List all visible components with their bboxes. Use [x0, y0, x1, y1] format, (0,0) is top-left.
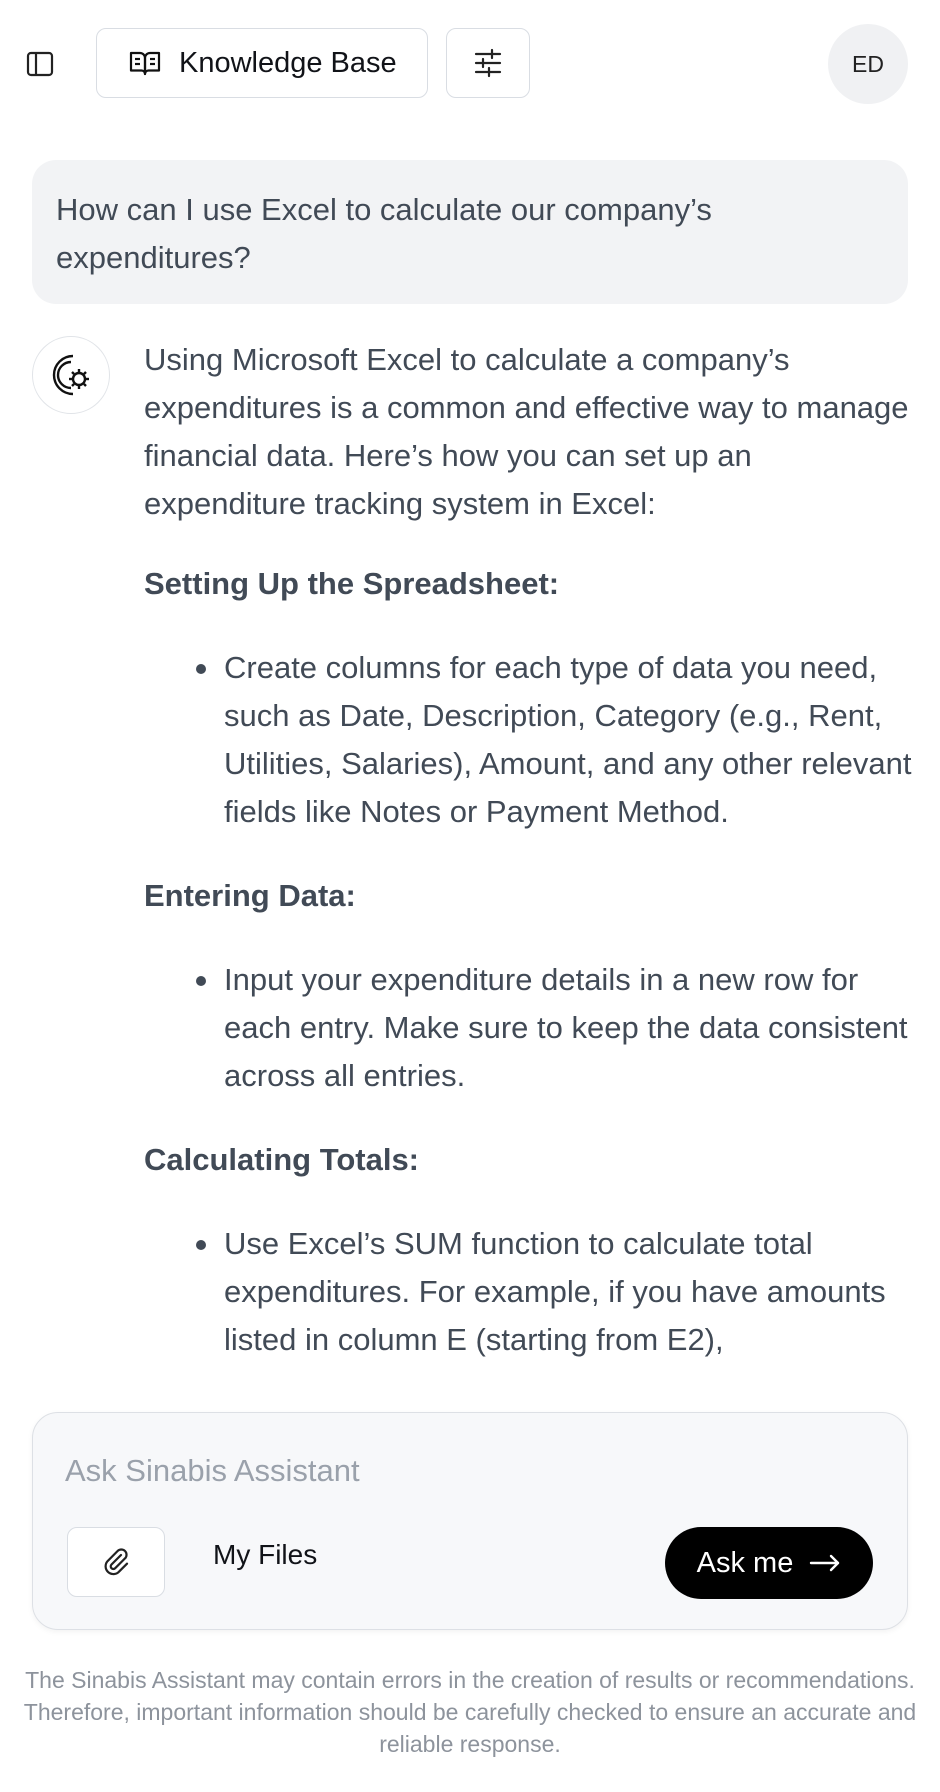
assistant-avatar [32, 336, 110, 414]
assistant-message [0, 330, 940, 1412]
filter-settings-button[interactable] [446, 28, 530, 98]
chat-composer [32, 1412, 908, 1630]
section-title: Entering Data: [144, 878, 356, 913]
bullet-item: Input your expenditure details in a new row for each entry. Make sure to keep the data consistent across all entries. [144, 956, 914, 1100]
open-book-icon [129, 49, 161, 77]
sidebar-toggle-button[interactable] [22, 46, 58, 82]
assistant-message-body [144, 336, 914, 1364]
disclaimer-text: The Sinabis Assistant may contain errors in the creation of results or recommendations. Therefore, important information should be carefully checked to ensure an accurate and reliable response. [23, 1667, 917, 1757]
user-avatar[interactable] [828, 24, 908, 104]
assistant-gear-logo-icon [47, 351, 95, 399]
section-title: Setting Up the Spreadsheet: [144, 566, 560, 601]
section-title: Calculating Totals: [144, 1142, 420, 1177]
my-files-link[interactable]: My Files [213, 1539, 318, 1570]
assistant-intro-text: Using Microsoft Excel to calculate a company’s expenditures is a common and effective way to manage financial data. Here’s how you can set up an expenditure tracking system in Excel: [144, 342, 909, 521]
arrow-right-icon [809, 1553, 841, 1573]
bullet-item: Use Excel’s SUM function to calculate total expenditures. For example, if you have amounts listed in column E (starting from E2), [144, 1220, 914, 1364]
attach-file-button[interactable] [67, 1527, 165, 1597]
ask-input[interactable] [65, 1441, 865, 1501]
sliders-icon [473, 48, 503, 78]
knowledge-base-label: Knowledge Base [179, 46, 397, 79]
sidebar-panel-icon [26, 50, 54, 78]
ask-button[interactable] [665, 1527, 873, 1599]
user-message-text: How can I use Excel to calculate our company’s expenditures? [56, 192, 712, 275]
ask-button-label: Ask me [696, 1546, 794, 1579]
paperclip-icon [101, 1547, 131, 1577]
top-bar [0, 0, 940, 128]
bullet-item: Create columns for each type of data you need, such as Date, Description, Category (e.g., Rent, Utilities, Salaries), Amount, and any other relevant fields like Notes or Payment Method. [144, 644, 914, 836]
user-message-bubble [32, 160, 908, 304]
knowledge-base-button[interactable] [96, 28, 428, 98]
avatar-initials: ED [852, 50, 884, 77]
